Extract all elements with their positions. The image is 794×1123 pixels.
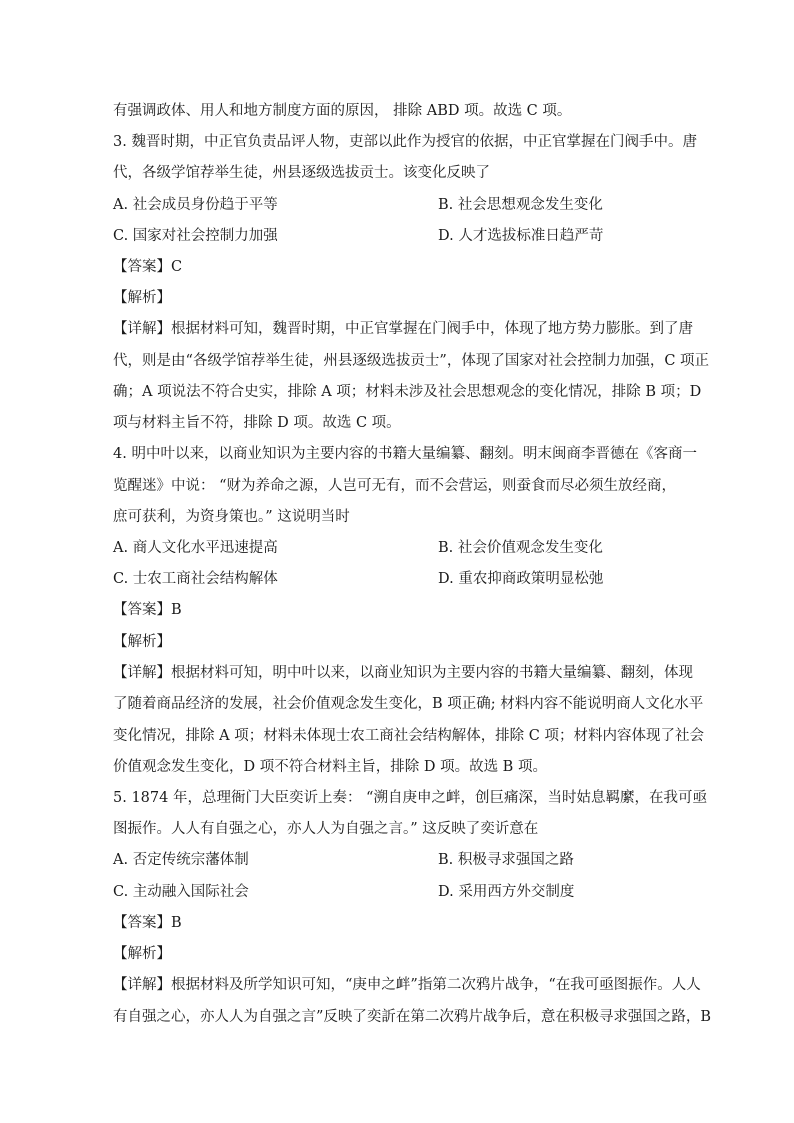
q3-detail-line-4: 项与材料主旨不符，排除 D 项。故选 C 项。 (113, 415, 401, 431)
q4-detail-line-1: 【详解】根据材料可知，明中叶以来，以商业知识为主要内容的书籍大量编纂、翻刻，体现 (113, 665, 693, 681)
q5-detail-line-2: 有自强之心，亦人人为自强之言”反映了奕訢在第二次鸦片战争后，意在积极寻求强国之路，B (113, 1009, 712, 1025)
q4-option-d: D. 重农抑商政策明显松弛 (438, 571, 604, 587)
q5-option-b: B. 积极寻求强国之路 (438, 852, 574, 868)
q5-stem-line-1: 5. 1874 年，总理衙门大臣奕䜣上奏： “溯自庚申之衅，创巨痛深，当时姑息羁縻，在我可亟 (113, 790, 707, 806)
q3-option-c: C. 国家对社会控制力加强 (113, 228, 278, 244)
q5-stem-line-2: 图振作。人人有自强之心，亦人人为自强之言。” 这反映了奕䜣意在 (113, 821, 539, 837)
q4-detail-line-3: 变化情况，排除 A 项；材料未体现士农工商社会结构解体，排除 C 项；材料内容体现了社会 (113, 728, 704, 744)
q3-analysis-label: 【解析】 (113, 290, 171, 306)
q5-detail-line-1: 【详解】根据材料及所学知识可知，“庚申之衅”指第二次鸦片战争，“在我可亟图振作。人人 (113, 977, 701, 993)
q5-analysis-label: 【解析】 (113, 946, 171, 962)
q4-stem-line-2: 览醒迷》中说： “财为养命之源，人岂可无有，而不会营运，则蚕食而尽必须生放经商， (113, 478, 677, 494)
q5-option-a: A. 否定传统宗藩体制 (113, 852, 249, 868)
q5-option-d: D. 采用西方外交制度 (438, 884, 575, 900)
q3-detail-line-3: 确；A 项说法不符合史实，排除 A 项；材料未涉及社会思想观念的变化情况，排除 B 项；D (113, 384, 702, 400)
q4-detail-line-2: 了随着商品经济的发展，社会价值观念发生变化，B 项正确; 材料内容不能说明商人文化水平 (113, 696, 704, 712)
q3-detail-line-1: 【详解】根据材料可知，魏晋时期，中正官掌握在门阀手中，体现了地方势力膨胀。到了唐 (113, 321, 693, 337)
q5-option-c: C. 主动融入国际社会 (113, 884, 249, 900)
q3-option-a: A. 社会成员身份趋于平等 (113, 197, 278, 213)
q4-stem-line-3: 庶可获利，为资身策也。” 这说明当时 (113, 509, 350, 525)
q3-option-d: D. 人才选拔标准日趋严苛 (438, 228, 604, 244)
q3-answer: 【答案】C (113, 259, 183, 275)
q5-answer: 【答案】B (113, 915, 182, 931)
q4-option-b: B. 社会价值观念发生变化 (438, 540, 603, 556)
q3-option-b: B. 社会思想观念发生变化 (438, 197, 603, 213)
q4-analysis-label: 【解析】 (113, 634, 171, 650)
q3-detail-line-2: 代，则是由“各级学馆荐举生徒，州县逐级选拔贡士”，体现了国家对社会控制力加强，C 项正 (113, 353, 710, 369)
q4-detail-line-4: 价值观念发生变化，D 项不符合材料主旨，排除 D 项。故选 B 项。 (113, 759, 547, 775)
q4-option-c: C. 士农工商社会结构解体 (113, 571, 278, 587)
intro-line: 有强调政体、用人和地方制度方面的原因， 排除 ABD 项。故选 C 项。 (113, 103, 572, 119)
q4-answer: 【答案】B (113, 602, 182, 618)
q4-stem-line-1: 4. 明中叶以来，以商业知识为主要内容的书籍大量编纂、翻刻。明末闽商李晋德在《客商一 (113, 446, 697, 462)
q4-option-a: A. 商人文化水平迅速提高 (113, 540, 278, 556)
q3-stem-line-1: 3. 魏晋时期，中正官负责品评人物，吏部以此作为授官的依据，中正官掌握在门阀手中。唐 (113, 134, 697, 150)
q3-stem-line-2: 代，各级学馆荐举生徒，州县逐级选拔贡士。该变化反映了 (113, 165, 490, 181)
